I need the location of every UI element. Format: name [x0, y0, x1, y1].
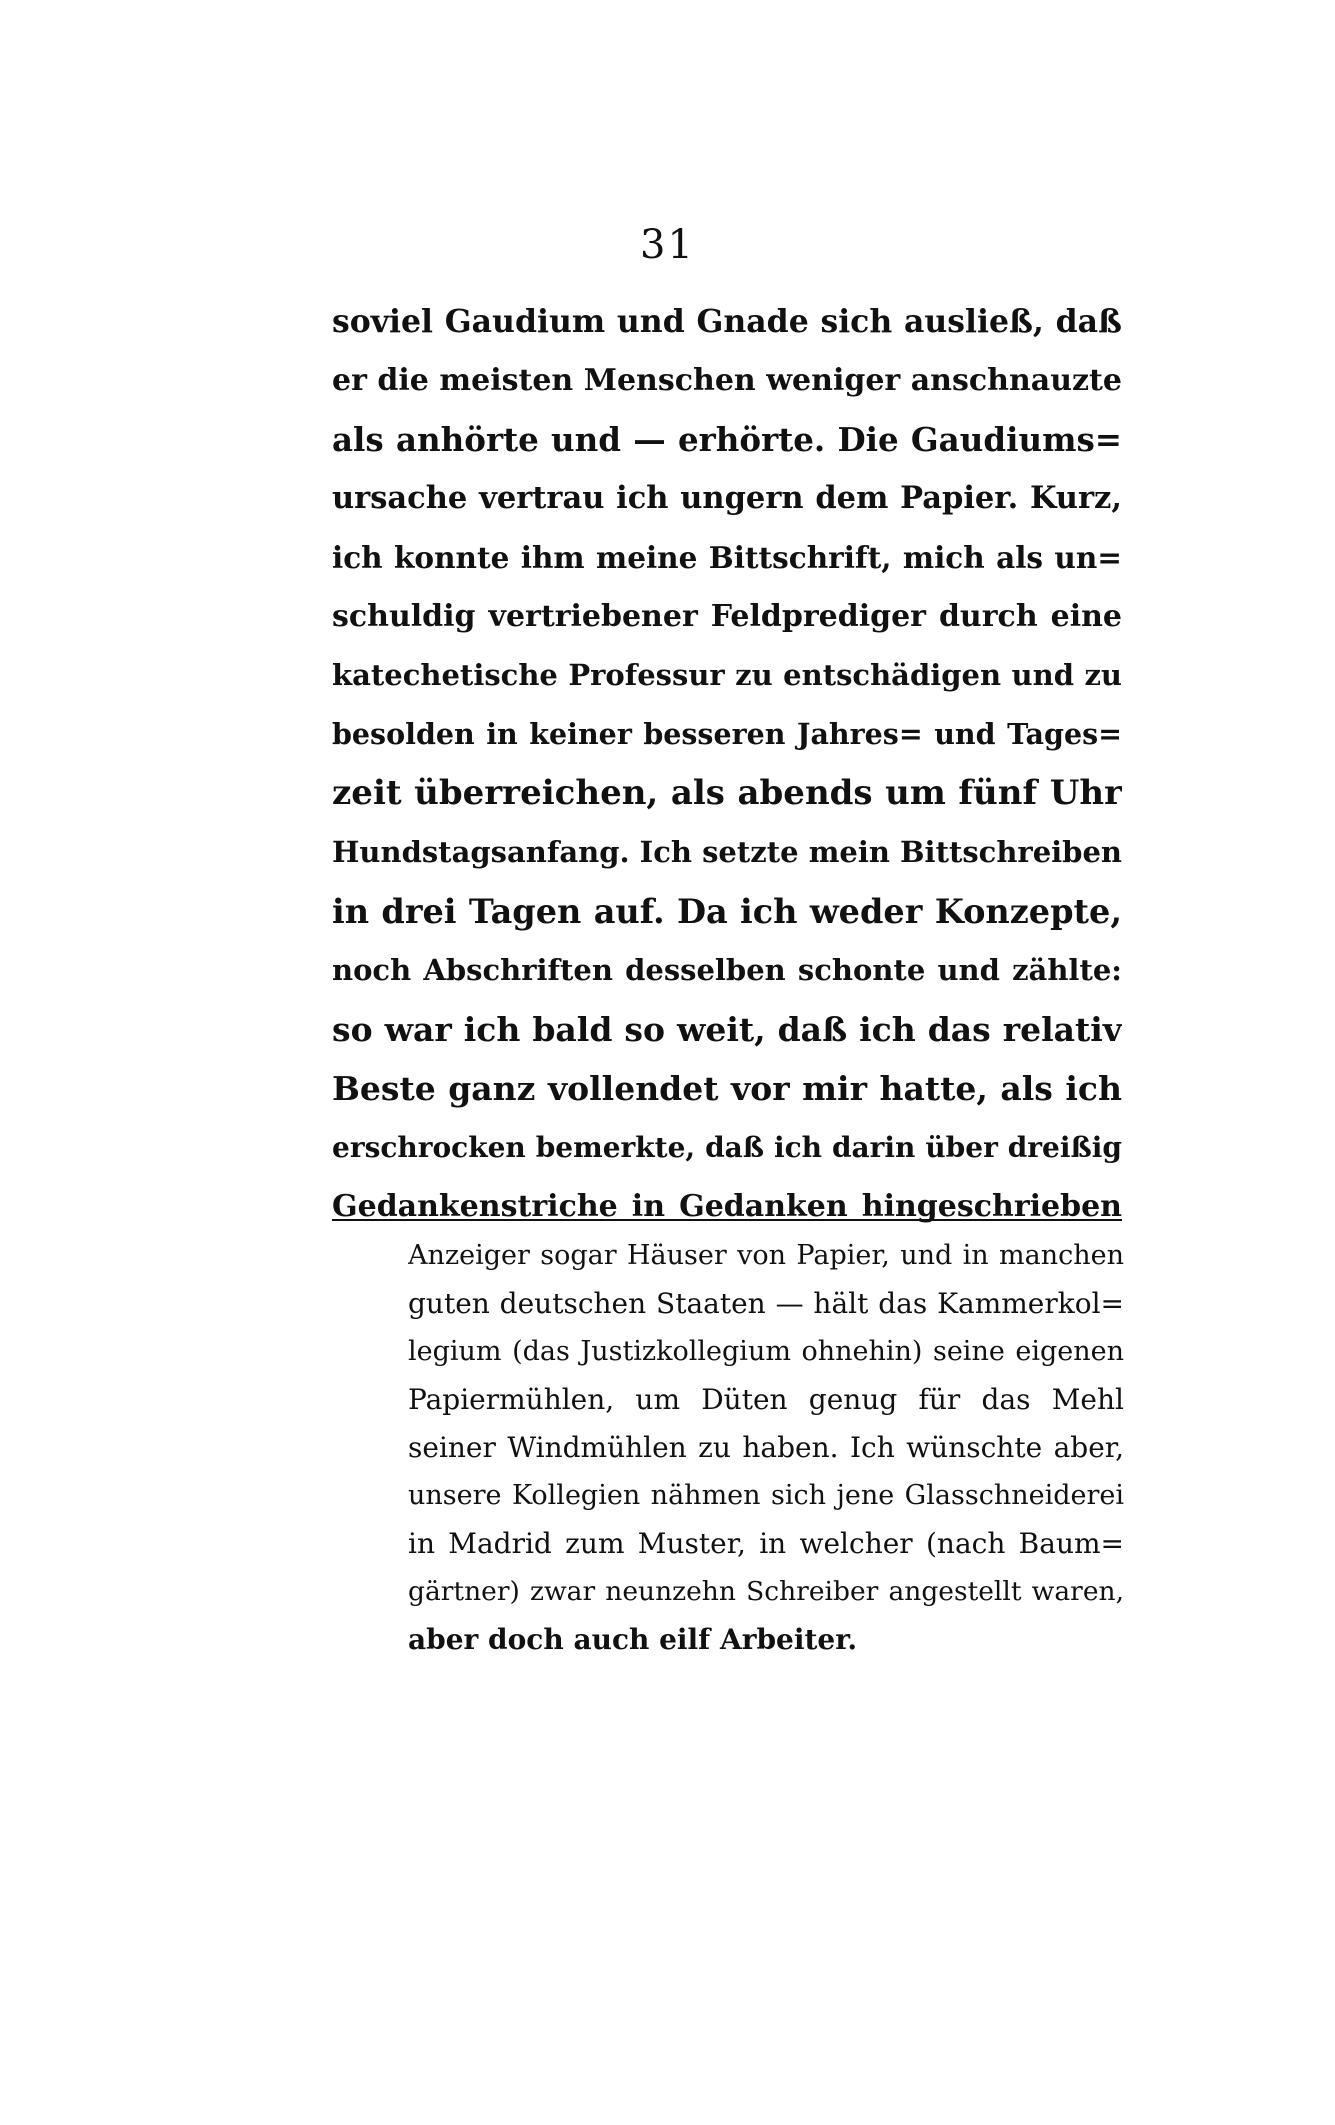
footnote-line: in Madrid zum Muster, in welcher (nach Baum= [408, 1527, 1124, 1560]
footnote-line: Papiermühlen, um Düten genug für das Mehl [408, 1383, 1124, 1416]
text-line: er die meisten Menschen weniger anschnauzte [332, 363, 1122, 398]
text-line: schuldig vertriebener Feldprediger durch eine [332, 599, 1122, 634]
footnote-divider [332, 1219, 1122, 1221]
text-line: ich konnte ihm meine Bittschrift, mich als un= [332, 540, 1122, 575]
footnote-line: guten deutschen Staaten — hält das Kammerkol= [408, 1287, 1124, 1320]
text-line: zeit überreichen, als abends um fünf Uhr [332, 773, 1122, 813]
footnote-line: Anzeiger sogar Häuser von Papier, und in manchen [408, 1240, 1124, 1271]
footnote-line: unsere Kollegien nähmen sich jene Glasschneiderei [408, 1480, 1124, 1511]
text-line: in drei Tagen auf. Da ich weder Konzepte, [332, 892, 1122, 931]
text-line: Beste ganz vollendet vor mir hatte, als ich [332, 1069, 1122, 1108]
footnote-line: gärtner) zwar neunzehn Schreiber angestellt waren, [408, 1576, 1124, 1607]
text-line: erschrocken bemerkte, daß ich darin über dreißig [332, 1131, 1122, 1164]
text-line: Hundstagsanfang. Ich setzte mein Bittschreiben [332, 835, 1122, 869]
text-line: soviel Gaudium und Gnade sich ausließ, daß [332, 303, 1122, 340]
text-line: katechetische Professur zu entschädigen und zu [332, 658, 1122, 692]
text-line: noch Abschriften desselben schonte und zählte: [332, 953, 1122, 987]
text-line: ursache vertrau ich ungern dem Papier. Kurz, [332, 480, 1122, 516]
main-text [332, 292, 1122, 1236]
footnote-line: legium (das Justizkollegium ohnehin) seine eigenen [408, 1336, 1124, 1367]
text-line: Gedankenstriche in Gedanken hingeschrieben [332, 1189, 1122, 1224]
page-number: 31 [640, 222, 695, 268]
text-line: besolden in keiner besseren Jahres= und Tages= [332, 717, 1122, 751]
footnote-line: seiner Windmühlen zu haben. Ich wünschte aber, [408, 1431, 1124, 1464]
text-line: als anhörte und — erhörte. Die Gaudiums= [332, 420, 1122, 459]
footnote-line: aber doch auch eilf Arbeiter. [408, 1623, 858, 1656]
footnote [408, 1232, 1124, 1664]
text-line: so war ich bald so weit, daß ich das relativ [332, 1010, 1122, 1049]
